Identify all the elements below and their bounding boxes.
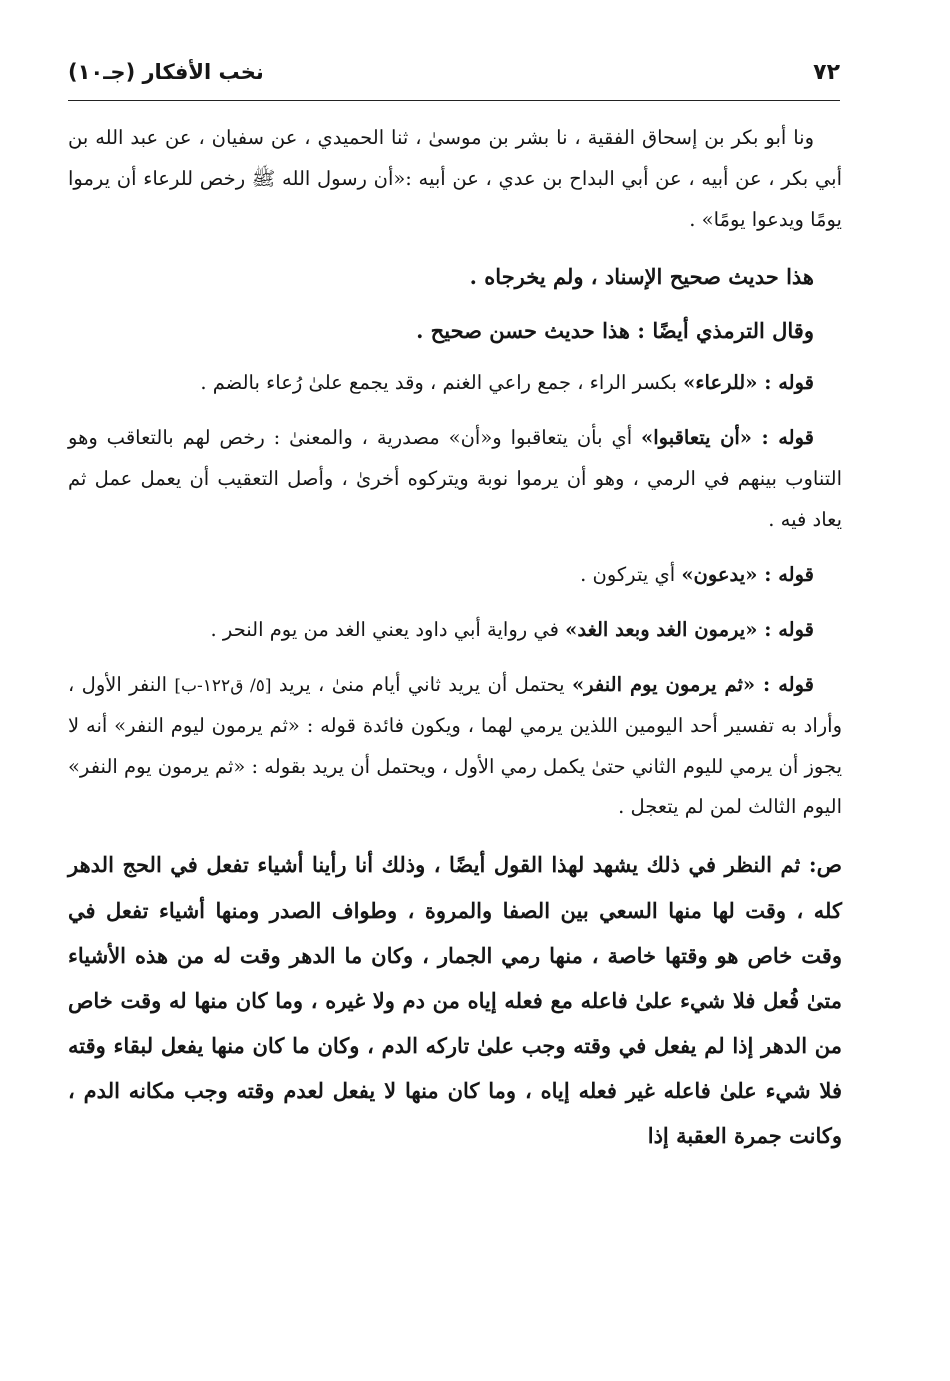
authenticity-note: هذا حديث صحيح الإسناد ، ولم يخرجاه . — [469, 263, 814, 289]
main-text-body: ثم النظر في ذلك يشهد لهذا القول أيضًا ، وذلك أنا رأينا أشياء تفعل في الحج الدهر كله ، وقت لها منها السعي بين الصفا والمروة ، وطواف الصدر ومنها أشياء تفعل في وقت خاص هو وقتها خاصة ، منها رمي الجمار ، وكان ما الدهر وقت له من هذه الأشياء متىٰ فُعل فلا شيء علىٰ فاعله مع فعله إياه من دم ولا غيره ، وما كان منها له وقت خاص من الدهر إذا لم يفعل في وقته وجب علىٰ تاركه الدم ، وكان ما كان منها يفعل لبقاء وقته فلا شيء علىٰ فاعله غير فعله إياه ، وما كان منها لا يفعل لعدم وقته وجب مكانه الدم ، وكانت جمرة العقبة إذا — [68, 852, 842, 1149]
hadith-chain-paragraph: ونا أبو بكر بن إسحاق الفقية ، نا بشر بن موسىٰ ، ثنا الحميدي ، عن سفيان ، عن عبد الله بن أبي بكر ، عن أبيه ، عن أبي البداح بن عدي ، عن أبيه :«أن رسول الله ﷺ رخص للرعاء أن يرموا يومًا ويدعوا يومًا» . — [68, 126, 842, 231]
commentary-paragraph-ghad — [68, 610, 842, 651]
tirmidhi-note: وقال الترمذي أيضًا : هذا حديث حسن صحيح . — [416, 317, 814, 343]
page-number: ٧٢ — [813, 60, 840, 85]
commentary-prefix: قوله : — [757, 562, 814, 586]
commentary-paragraph-taaqub — [68, 418, 842, 541]
commentary-quote: «يدعون» — [681, 562, 758, 586]
commentary-prefix: قوله : — [757, 617, 814, 641]
commentary-text: بكسر الراء ، جمع راعي الغنم ، وقد يجمع علىٰ رُعاء بالضم . — [200, 371, 684, 394]
commentary-text: في رواية أبي داود يعني الغد من يوم النحر . — [210, 617, 566, 641]
commentary-prefix: قوله : — [757, 371, 814, 394]
commentary-quote: «للرعاء» — [683, 371, 758, 394]
commentary-quote: «ثم يرمون يوم النفر» — [571, 672, 756, 696]
commentary-prefix: قوله : — [752, 425, 814, 449]
commentary-paragraph-yadun — [68, 555, 842, 596]
commentary-text: أي يتركون . — [580, 562, 682, 586]
running-title: نخب الأفكار (جـ١٠) — [68, 60, 264, 84]
commentary-text: أي بأن يتعاقبوا و«أن» مصدرية ، والمعنىٰ : رخص لهم بالتعاقب وهو التناوب بينهم في الرمي ، وهو أن يرموا نوبة ويتركوه أخرىٰ ، وأصل التعقيب أن يعمل عمل ثم يعاد فيه . — [68, 425, 842, 531]
manuscript-reference: [٥/ ق١٢٢-ب] — [174, 675, 272, 696]
commentary-paragraph-rua — [68, 363, 842, 404]
page-header — [68, 56, 840, 101]
main-text-paragraph — [68, 842, 842, 1158]
commentary-quote: «أن يتعاقبوا» — [641, 425, 752, 449]
page-text-body — [68, 118, 842, 1363]
commentary-paragraph-nafr — [68, 665, 842, 829]
commentary-text: يحتمل أن يريد ثاني أيام منىٰ ، يريد — [271, 672, 572, 696]
commentary-quote: «يرمون الغد وبعد الغد» — [565, 617, 758, 641]
main-text-marker: ص: — [808, 852, 842, 878]
commentary-text: النفر الأول ، وأراد به تفسير أحد اليومين اللذين يرمي لهما ، ويكون فائدة قوله : «ثم يرمون ليوم النفر» أنه لا يجوز أن يرمي لليوم الثاني حتىٰ يكمل رمي الأول ، ويحتمل أن يريد بقوله : «ثم يرمون يوم النفر» اليوم الثالث لمن لم يتعجل . — [68, 672, 842, 819]
commentary-prefix: قوله : — [755, 672, 814, 696]
